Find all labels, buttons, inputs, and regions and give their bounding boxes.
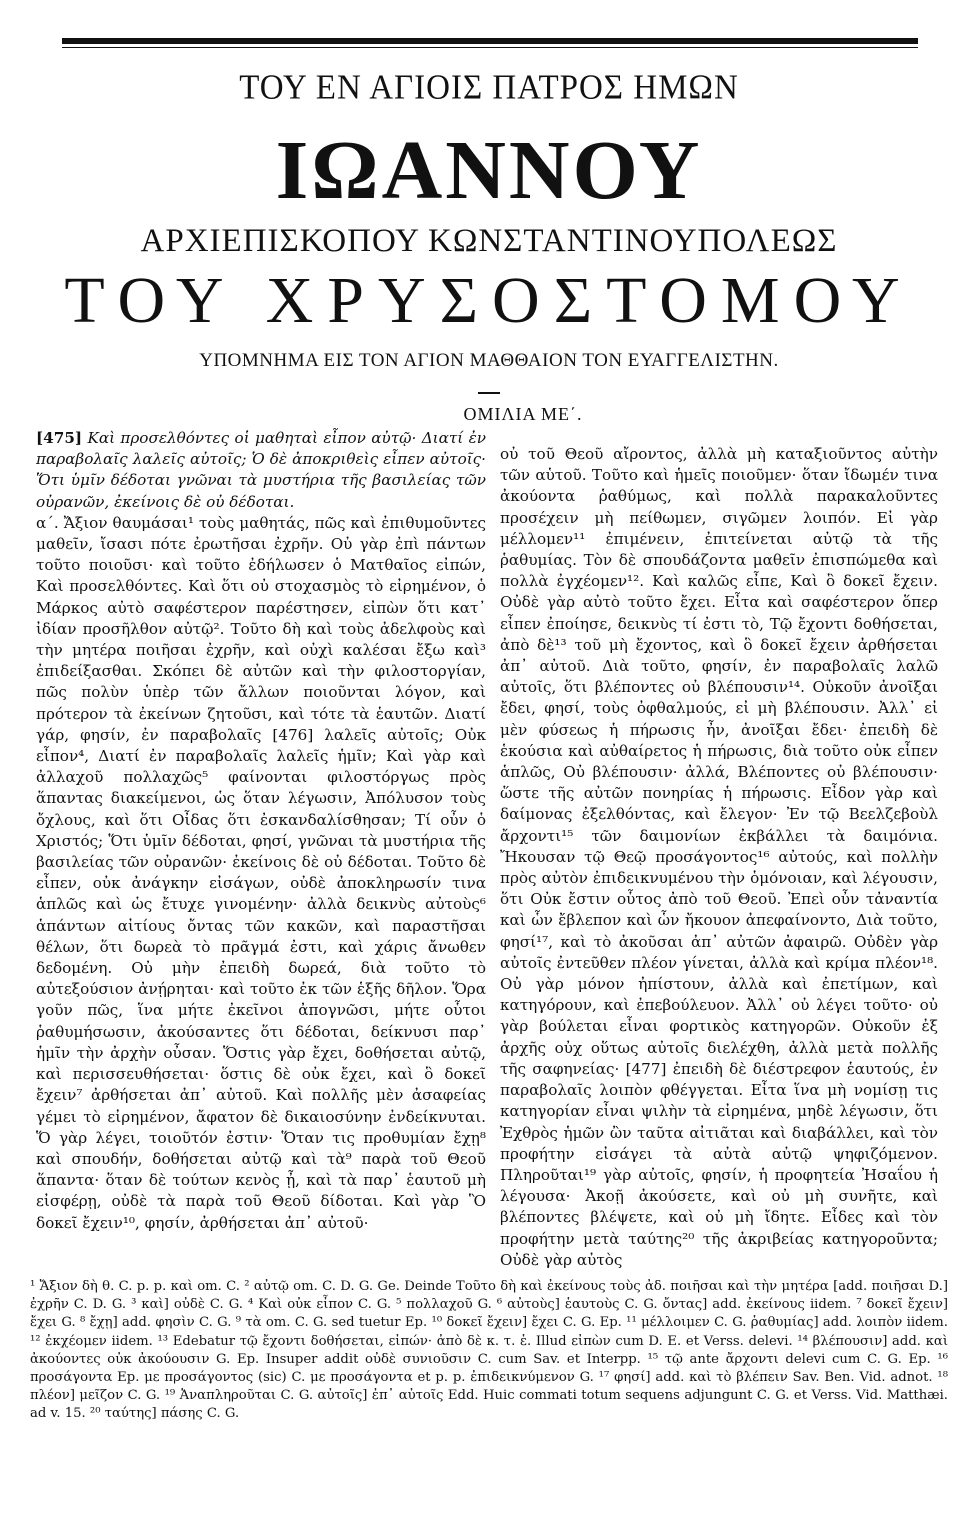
header-author-name: ΙΩΑΝΝΟΥ <box>275 124 703 217</box>
lemma-paragraph <box>36 428 486 513</box>
right-body-text: οὐ τοῦ Θεοῦ αἴροντος, ἀλλὰ μὴ καταξιοῦντος αὐτὴν τῶν αὑτοῦ. Τοῦτο καὶ ἡμεῖς ποιοῦμεν· ὅταν ἴδωμέν τινα ἀκούοντα ῥαθύμως, καὶ πολλὰ παρακαλοῦντες προσέχειν μὴ πείθωμεν, σιγῶμεν λοιπόν. Εἰ γὰρ μέλλομεν¹¹ ἐπιμένειν, ἐπιτείνεται αὐτῷ τὰ τῆς ῥαθυμίας. Τὸν δὲ σπουδάζοντα μαθεῖν ἐπισπώμεθα καὶ πολλὰ ἐγχέομεν¹². Καὶ καλῶς εἶπε, Καὶ ὃ δοκεῖ ἔχειν. Οὐδὲ γὰρ αὐτὸ τοῦτο ἔχει. Εἶτα καὶ σαφέστερον ὅπερ εἶπεν ἐποίησε, δεικνὺς τί ἐστι τὸ, Τῷ ἔχοντι δοθήσεται, ἀπὸ δὲ¹³ τοῦ μὴ ἔχοντος, καὶ ὃ δοκεῖ ἔχειν ἀρθήσεται ἀπ᾽ αὐτοῦ. Διὰ τοῦτο, φησίν, ἐν παραβολαῖς λαλῶ αὐτοῖς, ὅτι βλέποντες οὐ βλέπουσιν¹⁴. Οὐκοῦν ἀνοῖξαι ἔδει, φησί, τοὺς ὀφθαλμούς, εἰ μὴ βλέπουσιν. Ἀλλ᾽ εἰ μὲν φύσεως ἡ πήρωσις ἦν, ἀνοῖξαι ἔδει· ἐπειδὴ δὲ ἑκούσια καὶ αὐθαίρετος ἡ πήρωσις, διὰ τοῦτο οὐκ εἶπεν ἁπλῶς, Οὐ βλέπουσιν· ἀλλά, Βλέποντες οὐ βλέπουσιν· ὥστε τῆς αὐτῶν πονηρίας ἡ πήρωσις. Εἶδον γὰρ καὶ δαίμονας ἐξελθόντας, καὶ ἔλεγον· Ἐν τῷ Βεελζεβοὺλ ἄρχοντι¹⁵ τῶν δαιμονίων ἐκβάλλει τὰ δαιμόνια. Ἤκουσαν τῷ Θεῷ προσάγοντος¹⁶ αὐτούς, καὶ πολλὴν πρὸς αὐτὸν ἐπιδεικνυμένου τὴν ὁμόνοιαν, καὶ λέγουσιν, ὅτι Οὐκ ἔστιν οὗτος ἀπὸ τοῦ Θεοῦ. Ἐπεὶ οὖν τἀναντία καὶ ὧν ἔβλεπον καὶ ὧν ἤκουον ἀπεφαίνοντο, Διὰ τοῦτο, φησί¹⁷, καὶ τὸ ἀκοῦσαι ἀπ᾽ αὐτῶν ἀφαιρῶ. Οὐδὲν γὰρ αὐτοῖς ἐντεῦθεν πλέον γίνεται, ἀλλὰ καὶ κρίμα πλέον¹⁸. Οὐ γὰρ μόνον ἠπίστουν, ἀλλὰ καὶ ἐπετίμων, καὶ κατηγόρουν, καὶ ἐπεβούλευον. Ἀλλ᾽ οὐ λέγει τοῦτο· οὐ γὰρ βούλεται εἶναι φορτικὸς κατηγορῶν. Οὐκοῦν ἐξ ἀρχῆς οὐχ οὕτως αὐτοῖς διελέχθη, ἀλλὰ μετὰ πολλῆς τῆς σαφηνείας· [477] ἐπειδὴ δὲ διέστρεφον ἑαυτούς, ἐν παραβολαῖς λοιπὸν φθέγγεται. Εἶτα ἵνα μὴ νομίσῃ τις κατηγορίαν εἶναι ψιλὴν τὰ εἰρημένα, μηδὲ λέγωσιν, ὅτι Ἐχθρὸς ἡμῶν ὢν ταῦτα αἰτιᾶται καὶ διαβάλλει, καὶ τὸν προφήτην εἰσάγει τὰ αὐτὰ αὐτῷ ψηφιζόμενον. Πληροῦται¹⁹ γὰρ αὐτοῖς, φησίν, ἡ προφητεία Ἠσαΐου ἡ λέγουσα· Ἀκοῇ ἀκούσετε, καὶ οὐ μὴ συνῆτε, καὶ βλέποντες βλέψετε, καὶ οὐ μὴ ἴδητε. Εἶδες καὶ τὸν προφήτην μετὰ ταύτης²⁰ τῆς ἀκριβείας κατηγοροῦντα; Οὐδὲ γὰρ αὐτὸς <box>500 445 938 1269</box>
top-rule-thin <box>62 47 918 48</box>
header-subtitle: ΥΠΟΜΝΗΜΑ ΕΙΣ ΤΟΝ ΑΓΙΟΝ ΜΑΘΘΑΙΟΝ ΤΟΝ ΕΥΑΓΓΕΛΙΣΤΗΝ. <box>199 350 779 371</box>
left-body-text: α΄. Ἄξιον θαυμάσαι¹ τοὺς μαθητάς, πῶς καὶ ἐπιθυμοῦντες μαθεῖν, ἴσασι πότε ἐρωτῆσαι ἐχρῆν. Οὐ γὰρ ἐπὶ πάντων τοῦτο ποιοῦσι· καὶ τοῦτο ἐδήλωσεν ὁ Ματθαῖος εἰπών, Καὶ προσελθόντες. Καὶ ὅτι οὐ στοχασμὸς τὸ εἰρημένον, ὁ Μάρκος αὐτὸ σαφέστερον παρέστησεν, εἰπὼν ὅτι κατ᾽ ἰδίαν προσῆλθον αὐτῷ². Τοῦτο δὴ καὶ τοὺς ἀδελφοὺς καὶ τὴν μητέρα ποιῆσαι ἐχρῆν, καὶ οὐχὶ καλέσαι ἔξω καὶ³ ἐπιδείξασθαι. Σκόπει δὲ αὐτῶν καὶ τὴν φιλοστοργίαν, πῶς πολὺν ὑπὲρ τῶν ἄλλων ποιοῦνται λόγον, καὶ πρότερον τὰ ἐκείνων ζητοῦσι, καὶ τότε τὰ ἑαυτῶν. Διατί γάρ, φησίν, ἐν παραβολαῖς [476] λαλεῖς αὐτοῖς; Οὐκ εἶπον⁴, Διατί ἐν παραβολαῖς λαλεῖς ἡμῖν; Καὶ γὰρ καὶ ἀλλαχοῦ πολλαχῶς⁵ φαίνονται φιλοστόργως πρὸς ἅπαντας διακείμενοι, ὡς ὅταν λέγωσιν, Ἀπόλυσον τοὺς ὄχλους, καὶ ὅτι Οἶδας ὅτι ἐσκανδαλίσθησαν; Τί οὖν ὁ Χριστός; Ὅτι ὑμῖν δέδοται, φησί, γνῶναι τὰ μυστήρια τῆς βασιλείας τῶν οὐρανῶν· ἐκείνοις δὲ οὐ δέδοται. Τοῦτο δὲ εἶπεν, οὐκ ἀνάγκην εἰσάγων, οὐδὲ ἀποκληρωσίν τινα ἁπλῶς καὶ ὡς ἔτυχε γινομένην· ἀλλὰ δεικνὺς αὐτοὺς⁶ ἁπάντων αἰτίους ὄντας τῶν κακῶν, καὶ παραστῆσαι θέλων, ὅτι δωρεὰ τὸ πρᾶγμά ἐστι, καὶ χάρις ἄνωθεν δεδομένη. Οὐ μὴν ἐπειδὴ δωρεά, διὰ τοῦτο τὸ αὐτεξούσιον ἀνῄρηται· καὶ τοῦτο ἐκ τῶν ἑξῆς δῆλον. Ὅρα γοῦν πῶς, ἵνα μήτε ἐκεῖνοι ἀπογνῶσι, μήτε οὗτοι ῥαθυμήσωσιν, ἀκούσαντες ὅτι δέδοται, δείκνυσι παρ᾽ ἡμῖν τὴν ἀρχὴν οὖσαν. Ὅστις γὰρ ἔχει, δοθήσεται αὐτῷ, καὶ περισσευθήσεται· ὅστις δὲ οὐκ ἔχει, καὶ ὃ δοκεῖ ἔχειν⁷ ἀρθήσεται ἀπ᾽ αὐτοῦ. Καὶ πολλῆς μὲν ἀσαφείας γέμει τὸ εἰρημένον, ἄφατον δὲ δικαιοσύνην ἐνδείκνυται. Ὅ γὰρ λέγει, τοιοῦτόν ἐστιν· Ὅταν τις προθυμίαν ἔχῃ⁸ καὶ σπουδήν, δοθήσεται αὐτῷ καὶ τὰ⁹ παρὰ τοῦ Θεοῦ ἅπαντα· ὅταν δὲ τούτων κενὸς ᾖ, καὶ τὰ παρ᾽ ἑαυτοῦ μὴ εἰσφέρῃ, οὐδὲ τὰ παρὰ τοῦ Θεοῦ δίδοται. Καὶ γὰρ Ὃ δοκεῖ ἔχειν¹⁰, φησίν, ἀρθήσεται ἀπ᾽ αὐτοῦ· <box>36 513 486 1232</box>
right-column <box>500 444 938 1271</box>
footnotes: ¹ Ἄξιον δὴ θ. C. p. p. καὶ om. C. ² αὐτῷ om. C. D. G. Ge. Deinde Τοῦτο δὴ καὶ ἐκείνους τοὺς ἀδ. ποιῆσαι καὶ τὴν μητέρα [add. ποιῆσαι D.] ἐχρῆν C. D. G. ³ καὶ] οὐδὲ C. G. ⁴ Καὶ οὐκ εἶπον C. G. ⁵ πολλαχοῦ G. ⁶ αὐτοὺς] ἑαυτοὺς C. G. ὄντας] add. ἐκείνους iidem. ⁷ δοκεῖ ἔχειν] ἔχει G. ⁸ ἔχῃ] add. φησὶν C. G. ⁹ τὰ om. C. G. sed tuetur Ep. ¹⁰ δοκεῖ ἔχειν] ἔχει C. G. Ep. ¹¹ μέλλοιμεν C. G. ῥαθυμίας] add. λοιπὸν iidem. ¹² ἐκχέομεν iidem. ¹³ Edebatur τῷ ἔχοντι δοθήσεται, εἰπών· ἀπὸ δὲ κ. τ. ἑ. Illud εἰπὼν cum D. E. et Verss. delevi. ¹⁴ βλέπουσιν] add. καὶ ἀκούοντες οὐκ ἀκούουσιν G. Ep. Insuper addit οὐδὲ συνιοῦσιν C. cum Sav. et Interpp. ¹⁵ τῷ ante ἄρχοντι delevi cum C. G. Ep. ¹⁶ προσάγοντα Ep. με προσάγοντος (sic) C. με προσάγοντα et p. p. ἐπιδεικνύμενον G. ¹⁷ φησί] add. καὶ τὸ βλέπειν Sav. Ben. Vid. adnot. ¹⁸ πλέον] μεῖζον C. G. ¹⁹ Ἀναπληροῦται C. G. αὐτοῖς] ἐπ᾽ αὐτοῖς Edd. Huic commati totum sequens adjungunt C. G. et Verss. Vid. Matthæi. ad v. 15. ²⁰ ταύτης] πάσης C. G. <box>30 1279 948 1422</box>
header-line1: ΤΟΥ ΕΝ ΑΓΙΟΙΣ ΠΑΤΡΟΣ ΗΜΩΝ <box>239 69 739 107</box>
left-column <box>36 428 486 1234</box>
page-header <box>0 70 978 394</box>
header-title-line: ΑΡΧΙΕΠΙΣΚΟΠΟΥ ΚΩΝΣΤΑΝΤΙΝΟΥΠΟΛΕΩΣ <box>140 223 838 259</box>
header-chrysostom: ΤΟΥ ΧΡΥΣΟΣΤΟΜΟΥ <box>64 264 914 337</box>
header-dash <box>478 392 500 394</box>
top-rule <box>62 38 918 44</box>
page-ref: [475] <box>36 429 83 447</box>
lemma-text: Καὶ προσελθόντες οἱ μαθηταὶ εἶπον αὐτῷ· Διατί ἐν παραβολαῖς λαλεῖς αὐτοῖς; Ὁ δὲ ἀποκριθεὶς εἶπεν αὐτοῖς· Ὅτι ὑμῖν δέδοται γνῶναι τὰ μυστήρια τῆς βασιλείας τῶν οὐρανῶν, ἐκείνοις δὲ οὐ δέδοται. <box>36 429 487 511</box>
homily-heading: ΟΜΙΛΙΑ ΜΕ΄. <box>463 404 583 424</box>
